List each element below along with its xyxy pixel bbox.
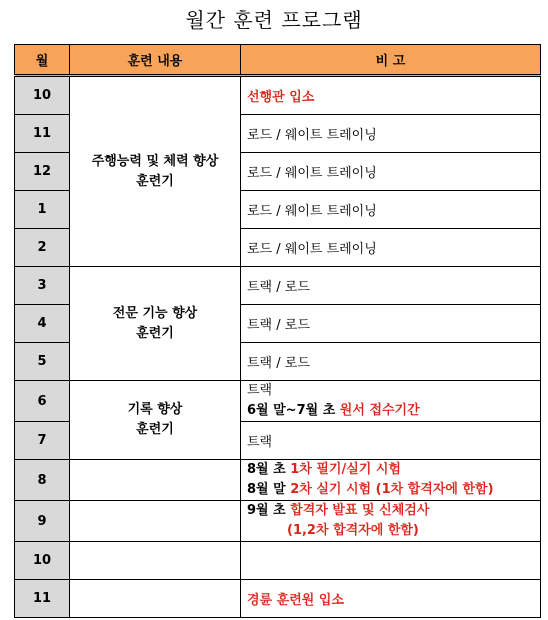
note-date: 8월 초: [247, 462, 291, 477]
month-cell: 11: [15, 115, 70, 153]
page-title: 월간 훈련 프로그램: [185, 8, 363, 32]
training-schedule-table: [14, 44, 541, 618]
table-row: [15, 460, 541, 501]
month-cell: 2: [15, 229, 70, 267]
note-line: [247, 480, 540, 500]
header-content: 훈련 내용: [70, 45, 241, 76]
training-content-cell: [70, 501, 241, 542]
month-cell: 6: [15, 381, 70, 422]
table-row: [15, 76, 541, 115]
note-line: [247, 401, 540, 421]
note-highlight: 원서 접수기간: [339, 403, 420, 418]
note-cell: 트랙 / 로드: [241, 267, 541, 305]
month-cell: 10: [15, 76, 70, 115]
month-cell: 10: [15, 542, 70, 580]
note-cell: [241, 501, 541, 542]
note-highlight: 2차 실기 시험 (1차 합격자에 한함): [290, 482, 494, 497]
training-content-cell: [70, 381, 241, 460]
month-cell: 8: [15, 460, 70, 501]
training-content-cell: [70, 542, 241, 580]
training-content-line2: 훈련기: [136, 173, 174, 189]
month-cell: 7: [15, 422, 70, 460]
training-content-cell: [70, 580, 241, 618]
note-highlight: 1차 필기/실기 시험: [290, 462, 401, 477]
table-row: [15, 501, 541, 542]
header-notes: 비 고: [241, 45, 541, 76]
note-cell: 로드 / 웨이트 트레이닝: [241, 115, 541, 153]
table-row: [15, 267, 541, 305]
note-line: (1,2차 합격자에 한함): [287, 523, 419, 538]
table-row: [15, 542, 541, 580]
month-cell: 12: [15, 153, 70, 191]
note-cell: 경륜 훈련원 입소: [241, 580, 541, 618]
note-line: [247, 501, 540, 521]
training-content-line1: 주행능력 및 체력 향상: [91, 153, 219, 169]
training-content-line1: 전문 기능 향상: [112, 305, 198, 321]
month-cell: 9: [15, 501, 70, 542]
note-cell: [241, 460, 541, 501]
note-cell: [241, 381, 541, 422]
note-highlight: 합격자 발표 및 신체검사: [290, 503, 430, 518]
month-cell: 11: [15, 580, 70, 618]
month-cell: 1: [15, 191, 70, 229]
note-cell: 트랙: [241, 422, 541, 460]
note-cell: 로드 / 웨이트 트레이닝: [241, 153, 541, 191]
table-row: [15, 580, 541, 618]
training-content-line2: 훈련기: [136, 422, 174, 437]
note-cell: 로드 / 웨이트 트레이닝: [241, 229, 541, 267]
note-cell: 선행관 입소: [241, 76, 541, 115]
note-cell: 트랙 / 로드: [241, 305, 541, 343]
note-cell: 로드 / 웨이트 트레이닝: [241, 191, 541, 229]
training-content-cell: [70, 460, 241, 501]
month-cell: 5: [15, 343, 70, 381]
note-date: 9월 초: [247, 503, 291, 518]
note-date: 6월 말~7월 초: [247, 403, 340, 418]
training-content-line1: 기록 향상: [127, 402, 183, 417]
note-cell: [241, 542, 541, 580]
training-content-cell: [70, 267, 241, 381]
month-cell: 3: [15, 267, 70, 305]
month-cell: 4: [15, 305, 70, 343]
training-content-line2: 훈련기: [136, 325, 174, 341]
header-month: 월: [15, 45, 70, 76]
note-cell: 트랙 / 로드: [241, 343, 541, 381]
training-content-cell: [70, 76, 241, 267]
header-row: [15, 45, 541, 76]
table-row: [15, 381, 541, 422]
note-date: 8월 말: [247, 482, 291, 497]
note-line: 트랙: [247, 383, 273, 398]
note-line: [247, 460, 540, 480]
